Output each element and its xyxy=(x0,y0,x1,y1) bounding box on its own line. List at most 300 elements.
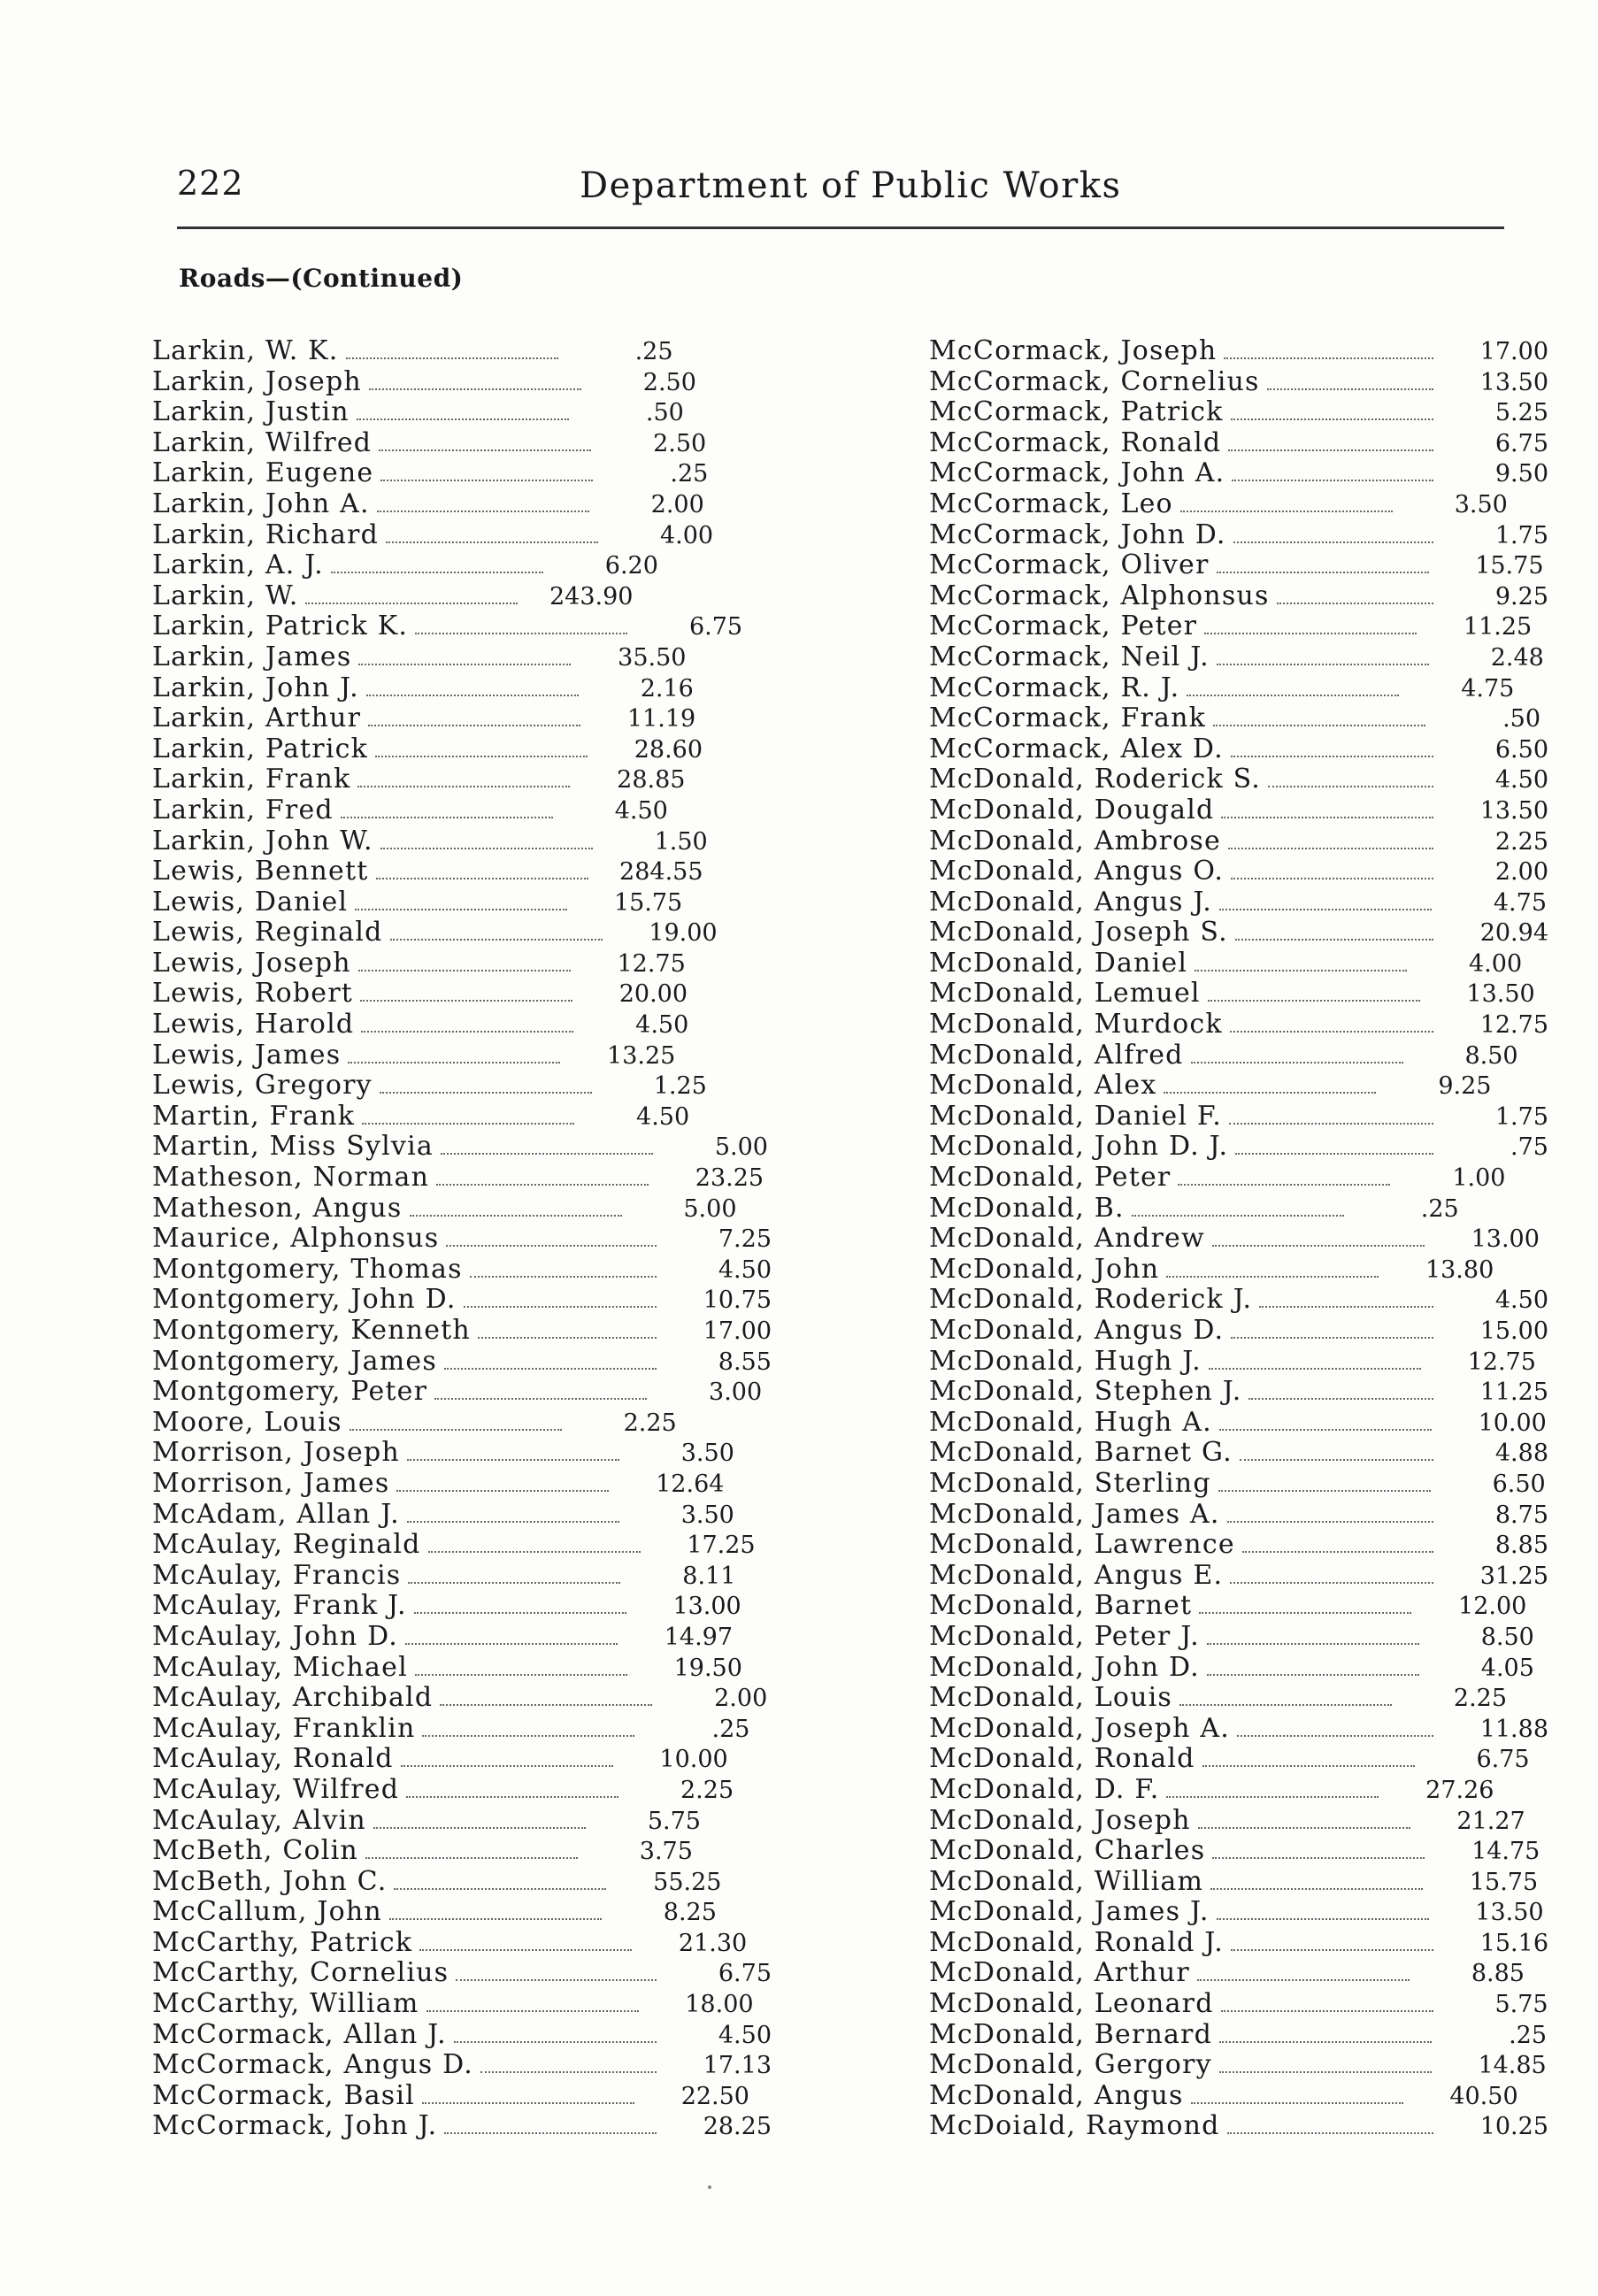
dot-leader xyxy=(380,1092,592,1094)
ledger-entry xyxy=(152,826,772,857)
entry-amount: 4.50 xyxy=(614,796,668,825)
entry-amount: 3.75 xyxy=(639,1838,693,1866)
dot-leader xyxy=(419,1949,632,1951)
dot-leader xyxy=(410,1215,622,1217)
entry-amount: .25 xyxy=(1420,1194,1459,1223)
entry-amount: 8.85 xyxy=(1471,1960,1525,1988)
entry-name: McDonald, Lawrence xyxy=(929,1529,1235,1561)
dot-leader xyxy=(470,1276,657,1278)
ledger-entry xyxy=(152,2020,772,2051)
entry-amount: 6.75 xyxy=(688,613,743,641)
entry-amount: 15.75 xyxy=(613,888,683,917)
dot-leader xyxy=(396,1490,609,1492)
ledger-entry xyxy=(929,1255,1548,1286)
entry-amount: 15.00 xyxy=(1479,1317,1548,1345)
dot-leader xyxy=(1207,1674,1419,1676)
dot-leader xyxy=(1207,1643,1419,1645)
ledger-entry xyxy=(152,2050,772,2081)
dot-leader xyxy=(358,664,571,665)
ledger-entry xyxy=(152,581,772,612)
dot-leader xyxy=(1179,1704,1392,1706)
entry-name: McDonald, Ronald xyxy=(929,1743,1195,1775)
dot-leader xyxy=(440,1704,652,1706)
dot-leader xyxy=(1195,970,1407,971)
entry-name: McCormack, Alphonsus xyxy=(929,580,1270,611)
entry-name: Montgomery, John D. xyxy=(152,1284,457,1316)
entry-amount: 20.00 xyxy=(618,980,688,1009)
ledger-entry xyxy=(929,1469,1548,1500)
ledger-entry xyxy=(929,489,1548,520)
dot-leader xyxy=(1267,388,1433,390)
entry-amount: 5.00 xyxy=(683,1194,737,1223)
dot-leader xyxy=(1208,1000,1420,1002)
dot-leader xyxy=(1199,1612,1411,1614)
ledger-entry xyxy=(152,1438,772,1469)
entry-amount: 19.00 xyxy=(649,919,718,948)
entry-name: Larkin, John W. xyxy=(152,825,373,856)
ledger-entry xyxy=(152,1255,772,1286)
ledger-entry xyxy=(152,1867,772,1898)
entry-amount: 2.00 xyxy=(714,1685,768,1713)
entry-amount: .75 xyxy=(1510,1133,1548,1162)
entry-amount: 5.75 xyxy=(647,1807,701,1835)
dot-leader xyxy=(1166,1796,1379,1798)
entry-amount: 13.50 xyxy=(1479,368,1548,396)
entry-name: McDonald, Hugh J. xyxy=(929,1345,1202,1377)
left-column xyxy=(152,336,772,2142)
dot-leader xyxy=(305,603,518,604)
entry-name: Larkin, John A. xyxy=(152,488,370,519)
ledger-entry xyxy=(929,2111,1548,2142)
dot-leader xyxy=(446,1245,657,1247)
entry-amount: 13.50 xyxy=(1475,1899,1544,1927)
entry-name: McDonald, Peter J. xyxy=(929,1620,1200,1652)
entry-amount: 5.00 xyxy=(714,1133,768,1162)
dot-leader xyxy=(436,1184,649,1186)
entry-amount: 2.25 xyxy=(623,1409,677,1437)
dot-leader xyxy=(444,2132,657,2134)
ledger-entry xyxy=(152,1683,772,1714)
entry-name: McDonald, Angus E. xyxy=(929,1559,1224,1591)
ledger-entry xyxy=(152,1775,772,1806)
entry-name: Lewis, Reginald xyxy=(152,917,383,948)
dot-leader xyxy=(357,786,570,787)
entry-name: McDonald, Daniel F. xyxy=(929,1100,1222,1132)
entry-name: McAulay, Michael xyxy=(152,1651,408,1683)
entry-name: McCormack, Angus D. xyxy=(152,2049,474,2081)
dot-leader xyxy=(373,1827,586,1829)
entry-amount: 2.50 xyxy=(653,429,707,457)
dot-leader xyxy=(1217,572,1429,573)
entry-amount: .50 xyxy=(645,399,684,427)
entry-name: Larkin, Justin xyxy=(152,396,350,428)
ledger-entry xyxy=(929,826,1548,857)
entry-name: McBeth, Colin xyxy=(152,1835,358,1867)
ledger-entry xyxy=(929,367,1548,398)
ledger-entry xyxy=(929,1989,1548,2020)
ledger-entry xyxy=(929,642,1548,673)
entry-amount: 11.25 xyxy=(1463,613,1533,641)
ledger-entry xyxy=(929,611,1548,642)
entry-name: Martin, Miss Sylvia xyxy=(152,1131,434,1163)
ledger-entry xyxy=(152,642,772,673)
ledger-entry xyxy=(929,1438,1548,1469)
ledger-entry xyxy=(929,336,1548,367)
entry-amount: 14.97 xyxy=(664,1623,734,1651)
dot-leader xyxy=(456,1979,657,1981)
entry-amount: 4.50 xyxy=(635,1011,689,1040)
entry-amount: 2.25 xyxy=(680,1776,734,1804)
dot-leader xyxy=(362,1123,574,1125)
dot-leader xyxy=(478,1337,657,1339)
ledger-entry xyxy=(929,1683,1548,1714)
dot-leader xyxy=(1217,664,1429,665)
entry-name: McDonald, B. xyxy=(929,1192,1125,1224)
entry-name: Lewis, James xyxy=(152,1039,342,1071)
ledger-entry xyxy=(929,1653,1548,1684)
ledger-entry xyxy=(929,1714,1548,1745)
dot-leader xyxy=(366,695,579,696)
entry-name: McDonald, Bernard xyxy=(929,2018,1213,2050)
entry-name: Larkin, W. K. xyxy=(152,335,339,366)
entry-name: McAulay, Frank J. xyxy=(152,1590,407,1622)
entry-amount: 13.00 xyxy=(672,1593,741,1621)
dot-leader xyxy=(441,1153,653,1155)
entry-amount: 2.00 xyxy=(1494,858,1548,887)
ledger-entry xyxy=(152,1653,772,1684)
ledger-entry xyxy=(152,1530,772,1561)
ledger-entry xyxy=(152,1989,772,2020)
entry-amount: 11.88 xyxy=(1479,1715,1548,1743)
entry-name: McDonald, Andrew xyxy=(929,1223,1205,1255)
ledger-entry xyxy=(929,1836,1548,1867)
dot-leader xyxy=(346,357,558,359)
dot-leader xyxy=(405,1643,618,1645)
entry-amount: 2.48 xyxy=(1490,643,1544,672)
entry-amount: 10.00 xyxy=(659,1746,728,1774)
entry-amount: .25 xyxy=(711,1715,750,1743)
ledger-entry xyxy=(152,887,772,918)
entry-name: McCarthy, Patrick xyxy=(152,1926,413,1958)
entry-name: Lewis, Robert xyxy=(152,978,354,1010)
entry-amount: 5.75 xyxy=(1494,1991,1548,2019)
running-title: Department of Public Works xyxy=(580,165,1122,206)
ledger-entry xyxy=(929,1224,1548,1255)
dot-leader xyxy=(357,419,569,420)
entry-name: Larkin, John J. xyxy=(152,672,359,703)
entry-name: McDonald, Barnet G. xyxy=(929,1437,1233,1469)
entry-name: McDonald, Dougald xyxy=(929,794,1215,825)
entry-name: Lewis, Joseph xyxy=(152,947,351,979)
ledger-entry xyxy=(152,1163,772,1194)
dot-leader xyxy=(1198,1827,1410,1829)
dot-leader xyxy=(428,1551,641,1553)
entry-name: McDonald, Sterling xyxy=(929,1467,1211,1499)
dot-leader xyxy=(1231,1949,1433,1951)
entry-amount: 12.75 xyxy=(617,949,686,978)
ledger-entry xyxy=(929,979,1548,1010)
dot-leader xyxy=(361,1031,573,1033)
entry-name: McDonald, Roderick J. xyxy=(929,1284,1253,1316)
entry-amount: 20.94 xyxy=(1479,919,1548,948)
entry-name: McDonald, Roderick S. xyxy=(929,764,1261,795)
ledger-entry xyxy=(152,1347,772,1378)
entry-amount: 4.00 xyxy=(659,521,714,549)
dot-leader xyxy=(1231,1337,1433,1339)
entry-name: McDonald, Daniel xyxy=(929,947,1188,979)
entry-name: McDonald, Gergory xyxy=(929,2049,1212,2081)
dot-leader xyxy=(426,2010,639,2012)
ledger-entry xyxy=(152,1561,772,1592)
entry-name: McCormack, John J. xyxy=(152,2110,438,2142)
dot-leader xyxy=(1228,848,1433,849)
entry-name: McCormack, Ronald xyxy=(929,426,1222,458)
entry-amount: 6.20 xyxy=(604,552,658,580)
ledger-entry xyxy=(152,1316,772,1347)
dot-leader xyxy=(1219,2071,1432,2073)
dot-leader xyxy=(434,1398,647,1400)
entry-name: McDonald, James A. xyxy=(929,1498,1220,1530)
ledger-entry xyxy=(929,703,1548,734)
dot-leader xyxy=(1221,817,1433,818)
dot-leader xyxy=(358,970,571,971)
entry-name: McDonald, Murdock xyxy=(929,1009,1223,1040)
entry-amount: 12.75 xyxy=(1479,1011,1548,1040)
ledger-entry xyxy=(929,1347,1548,1378)
ledger-entry xyxy=(152,1071,772,1102)
entry-name: Larkin, A. J. xyxy=(152,549,324,581)
entry-amount: 11.25 xyxy=(1479,1378,1548,1407)
dot-leader xyxy=(1213,725,1425,726)
dot-leader xyxy=(394,1888,606,1890)
dot-leader xyxy=(390,939,603,941)
entry-amount: 13.50 xyxy=(1479,796,1548,825)
entry-name: McCormack, R. J. xyxy=(929,672,1180,703)
ledger-entry xyxy=(929,1132,1548,1163)
dot-leader xyxy=(1212,1857,1425,1859)
ledger-entry xyxy=(929,550,1548,581)
entry-amount: 21.30 xyxy=(678,1929,748,1957)
dot-leader xyxy=(1212,1245,1425,1247)
entry-name: McAulay, John D. xyxy=(152,1620,399,1652)
ledger-entry xyxy=(929,795,1548,826)
dot-leader xyxy=(444,1368,657,1370)
entry-name: McDonald, Stephen J. xyxy=(929,1376,1242,1408)
entry-amount: .50 xyxy=(1502,705,1541,733)
dot-leader xyxy=(1219,909,1432,910)
ledger-entry xyxy=(929,1744,1548,1775)
entry-name: Montgomery, James xyxy=(152,1345,437,1377)
entry-amount: 40.50 xyxy=(1449,2082,1518,2110)
entry-amount: 4.75 xyxy=(1461,674,1515,703)
entry-amount: 2.00 xyxy=(650,490,704,518)
ledger-entry xyxy=(152,1958,772,1989)
entry-name: Moore, Louis xyxy=(152,1406,342,1438)
entry-amount: 3.50 xyxy=(680,1501,734,1529)
ledger-entry xyxy=(152,1469,772,1500)
entry-amount: 12.64 xyxy=(656,1470,725,1498)
ledger-entry xyxy=(929,1928,1548,1959)
entry-amount: 8.85 xyxy=(1494,1532,1548,1560)
ledger-entry xyxy=(152,979,772,1010)
ledger-entry xyxy=(152,1714,772,1745)
entry-name: Matheson, Angus xyxy=(152,1192,403,1224)
dot-leader xyxy=(1259,1306,1433,1308)
entry-amount: 1.50 xyxy=(654,827,708,856)
entry-name: McCormack, Oliver xyxy=(929,549,1210,581)
dot-leader xyxy=(350,1429,562,1431)
ledger-entry xyxy=(152,1102,772,1133)
dot-leader xyxy=(1242,1551,1433,1553)
section-heading: Roads—(Continued) xyxy=(179,264,464,293)
dot-leader xyxy=(415,633,627,634)
ledger-entry xyxy=(152,397,772,428)
entry-amount: 12.00 xyxy=(1458,1593,1527,1621)
entry-name: McCormack, John A. xyxy=(929,457,1225,489)
entry-amount: 1.00 xyxy=(1452,1164,1506,1193)
dot-leader xyxy=(407,1459,619,1461)
page-header xyxy=(177,164,1504,217)
entry-amount: 4.05 xyxy=(1480,1654,1534,1682)
dot-leader xyxy=(1240,1459,1433,1461)
ledger-entry xyxy=(152,1408,772,1439)
dot-leader xyxy=(1180,511,1393,512)
dot-leader xyxy=(375,756,588,757)
entry-amount: 22.50 xyxy=(680,2082,749,2110)
right-column xyxy=(929,336,1548,2142)
entry-amount: 10.00 xyxy=(1478,1409,1547,1437)
ledger-entry xyxy=(929,428,1548,459)
entry-amount: 4.75 xyxy=(1493,888,1547,917)
ledger-entry xyxy=(152,856,772,887)
dot-leader xyxy=(464,1306,657,1308)
dot-leader xyxy=(1219,2041,1432,2043)
entry-amount: 35.50 xyxy=(618,643,687,672)
ledger-entry xyxy=(152,1897,772,1928)
ledger-entry xyxy=(929,887,1548,918)
dot-leader xyxy=(414,1612,626,1614)
entry-name: Larkin, W. xyxy=(152,580,299,611)
entry-amount: 8.11 xyxy=(682,1562,736,1590)
ledger-entry xyxy=(929,1316,1548,1347)
entry-amount: 6.75 xyxy=(1476,1746,1530,1774)
entry-name: Lewis, Gregory xyxy=(152,1070,373,1102)
entry-name: McBeth, John C. xyxy=(152,1865,388,1897)
entry-amount: 4.50 xyxy=(1494,766,1548,795)
ledger-entry xyxy=(152,673,772,704)
ledger-entry xyxy=(152,1040,772,1071)
ledger-entry xyxy=(929,1194,1548,1225)
dot-leader xyxy=(365,1857,578,1859)
entry-amount: 27.26 xyxy=(1425,1776,1494,1804)
ledger-entry xyxy=(929,2020,1548,2051)
entry-name: McDonald, Charles xyxy=(929,1835,1206,1867)
dot-leader xyxy=(1197,1979,1410,1981)
ledger-entry xyxy=(152,336,772,367)
entry-name: McCormack, Joseph xyxy=(929,335,1218,366)
entry-name: Lewis, Bennett xyxy=(152,856,369,887)
entry-amount: 21.27 xyxy=(1456,1807,1525,1835)
entry-name: McDonald, John D. xyxy=(929,1651,1200,1683)
ledger-entry xyxy=(929,1010,1548,1040)
dot-leader xyxy=(355,909,567,910)
dot-leader xyxy=(480,2071,657,2073)
entry-amount: 23.25 xyxy=(695,1164,764,1193)
dot-leader xyxy=(1227,1521,1433,1523)
entry-name: McDonald, Alex xyxy=(929,1070,1157,1102)
entry-name: Lewis, Daniel xyxy=(152,886,349,918)
entry-name: Martin, Frank xyxy=(152,1100,356,1132)
entry-amount: 4.50 xyxy=(1494,1286,1548,1315)
dot-leader xyxy=(1277,603,1433,604)
entry-amount: 9.25 xyxy=(1438,1072,1492,1101)
entry-name: McAulay, Wilfred xyxy=(152,1773,400,1805)
dot-leader xyxy=(386,541,598,543)
header-rule xyxy=(177,227,1504,229)
entry-amount: 17.00 xyxy=(1479,338,1548,365)
ledger-entry xyxy=(152,1928,772,1959)
entry-name: McDonald, John xyxy=(929,1253,1160,1285)
dot-leader xyxy=(1237,1735,1433,1737)
dot-leader xyxy=(1166,1276,1379,1278)
ledger-entry xyxy=(929,1285,1548,1316)
entry-amount: 18.00 xyxy=(685,1991,754,2019)
dot-leader xyxy=(1231,878,1433,879)
entry-amount: 28.25 xyxy=(703,2113,772,2141)
ledger-entry xyxy=(152,458,772,489)
ledger-entry xyxy=(152,2111,772,2142)
entry-name: McDonald, Lemuel xyxy=(929,978,1201,1010)
entry-name: McCarthy, Cornelius xyxy=(152,1957,449,1989)
entry-name: Larkin, Arthur xyxy=(152,703,362,734)
dot-leader xyxy=(406,1796,618,1798)
dot-leader xyxy=(389,1918,602,1920)
entry-name: McDonald, Angus O. xyxy=(929,856,1225,887)
entry-name: McCormack, Leo xyxy=(929,488,1173,519)
entry-amount: 17.00 xyxy=(703,1317,772,1345)
entry-amount: 10.25 xyxy=(1479,2113,1548,2141)
ledger-entry xyxy=(929,458,1548,489)
entry-amount: 3.50 xyxy=(680,1440,734,1468)
dot-leader xyxy=(1209,1368,1421,1370)
entry-name: McCormack, Neil J. xyxy=(929,641,1210,672)
dot-leader xyxy=(1268,786,1433,787)
entry-name: McDonald, Joseph S. xyxy=(929,917,1228,948)
entry-name: Larkin, Patrick xyxy=(152,733,369,764)
dot-leader xyxy=(369,388,581,390)
entry-amount: 11.19 xyxy=(626,705,696,733)
ledger-entry xyxy=(152,918,772,948)
entry-name: McAulay, Franklin xyxy=(152,1712,416,1744)
entry-amount: 2.25 xyxy=(1453,1685,1508,1713)
dot-leader xyxy=(1235,1153,1433,1155)
entry-name: McCormack, Frank xyxy=(929,703,1207,734)
entry-amount: 28.85 xyxy=(617,766,686,795)
entry-amount: 4.50 xyxy=(636,1102,690,1131)
ledger-entry xyxy=(152,1836,772,1867)
page-number: 222 xyxy=(177,164,244,203)
ledger-entry xyxy=(929,1897,1548,1928)
entry-name: Larkin, Richard xyxy=(152,518,380,550)
entry-name: McCormack, Allan J. xyxy=(152,2018,447,2050)
ledger-entry xyxy=(152,703,772,734)
entry-amount: 12.75 xyxy=(1467,1348,1536,1376)
dot-leader xyxy=(380,848,593,849)
entry-amount: 6.50 xyxy=(1492,1470,1546,1498)
dot-leader xyxy=(1210,1888,1423,1890)
dot-leader xyxy=(1221,2010,1433,2012)
entry-name: Matheson, Norman xyxy=(152,1162,430,1194)
